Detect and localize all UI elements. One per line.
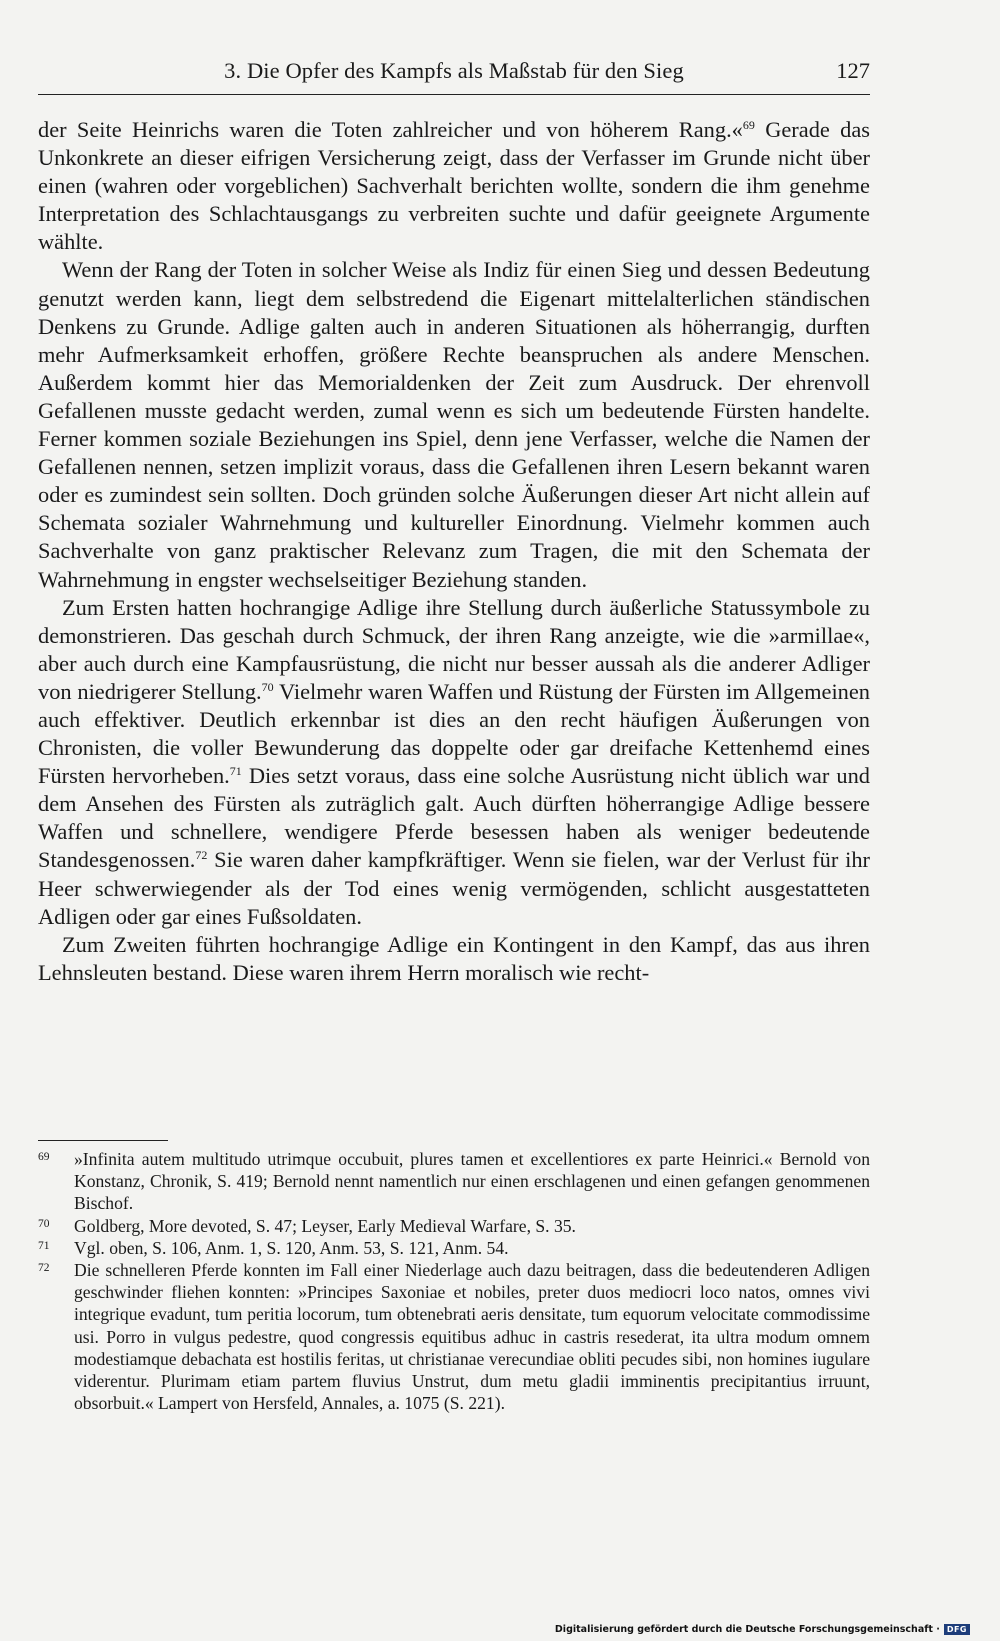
- paragraph: [38, 256, 870, 593]
- footnote-reference[interactable]: 70: [261, 679, 274, 694]
- footnote-text: Goldberg, More devoted, S. 47; Leyser, Early Medieval Warfare, S. 35.: [74, 1215, 576, 1236]
- footnote-number: 72: [38, 1262, 50, 1275]
- footnote: [38, 1148, 870, 1215]
- footnote-number: 69: [38, 1151, 50, 1163]
- text-run: Sie waren daher kampfkräftiger. Wenn sie fielen, war der Verlust für ihr Heer schwerwiegender als der Tod eines wenig vermögenden, schlicht ausgestatteten Adligen oder gar eines Fußsoldaten.: [38, 847, 870, 929]
- footnote-divider: [38, 1140, 168, 1141]
- footnote-reference[interactable]: 72: [195, 848, 208, 863]
- footnotes: [38, 1148, 870, 1414]
- text-run: der Seite Heinrichs waren die Toten zahlreicher und von höherem Rang.«: [38, 117, 743, 142]
- dfg-logo: DFG: [944, 1624, 970, 1635]
- text-run: Zum Zweiten führten hochrangige Adlige ein Kontingent in den Kampf, das aus ihren Lehnsleuten bestand. Diese waren ihrem Herrn moralisch wie recht-: [38, 931, 870, 985]
- footnote: [38, 1237, 870, 1259]
- credit-text: Digitalisierung gefördert durch die Deutsche Forschungsgemeinschaft ·: [554, 1624, 940, 1635]
- text-run: Vielmehr waren Waffen und Rüstung der Fürsten im Allgemeinen auch effektiver. Deutlich erkennbar ist dies an den recht häufigen Äußerungen von Chronisten, die voller Bewunderung das doppelte oder gar dreifache Kettenhemd eines Fürsten hervorheben.: [38, 678, 870, 789]
- main-text: [38, 116, 870, 987]
- running-title: 3. Die Opfer des Kampfs als Maßstab für den Sieg: [224, 58, 684, 83]
- footnote-text: Die schnelleren Pferde konnten im Fall einer Niederlage auch dazu beitragen, dass die bedeutenderen Adligen geschwinder fliehen konnten: »Principes Saxoniae et nobiles, preter duos mediocri loco natos, omnes vivi integrique evadunt, tum peritia locorum, tum obtenebrati aeris densitate, tum equorum velocitate commodissime usi. Porro in vulgus pedestre, quod congressis equitibus adhuc in castris resederat, ita ultra modum omnem modestiamque debachata est hostilis feritas, ut christianae verecundiae obliti pecudes sibi, non homines iugulare viderentur. Plurimam etiam partem fluvius Unstrut, dum metu gladii imminentis precipitantius irruunt, obsorbuit.« Lampert von Hersfeld, Annales, a. 1075 (S. 221).: [74, 1260, 870, 1414]
- footnote-number: 70: [38, 1217, 50, 1230]
- paragraph: [38, 931, 870, 987]
- text-run: Wenn der Rang der Toten in solcher Weise als Indiz für einen Sieg und dessen Bedeutung genutzt werden kann, liegt dem selbstredend die Eigenart mittelalterlichen ständischen Denkens zu Grunde. Adlige galten auch in anderen Situationen als höherrangig, durften mehr Aufmerksamkeit erhoffen, größere Rechte beanspruchen als andere Menschen. Außerdem kommt hier das Memorialdenken der Zeit zum Ausdruck. Der ehrenvoll Gefallenen musste gedacht werden, zumal wenn es sich um bedeutende Fürsten handelte. Ferner kommen soziale Beziehungen ins Spiel, denn jene Verfasser, welche die Namen der Gefallenen nennen, setzen implizit voraus, dass die Gefallenen ihren Lesern bekannt waren oder es zumindest sein sollten. Doch gründen solche Äußerungen dieser Art nicht allein auf Schemata sozialer Wahrnehmung und kultureller Einordnung. Vielmehr kommen auch Sachverhalte von ganz praktischer Relevanz zum Tragen, die mit den Schemata der Wahrnehmung in engster wechselseitiger Beziehung standen.: [38, 257, 870, 592]
- footnote-number: 71: [38, 1239, 50, 1252]
- footnote: [38, 1215, 870, 1237]
- footnote-reference[interactable]: 71: [229, 764, 242, 779]
- footnote: [38, 1259, 870, 1414]
- footnote-reference[interactable]: 69: [742, 118, 755, 132]
- footnote-text: »Infinita autem multitudo utrimque occubuit, plures tamen et excellentiores ex parte Heinrici.« Bernold von Konstanz, Chronik, S. 419; Bernold nennt namentlich nur einen erschlagenen und einen gefangen genommenen Bischof.: [74, 1149, 870, 1214]
- footnote-text: Vgl. oben, S. 106, Anm. 1, S. 120, Anm. 53, S. 121, Anm. 54.: [74, 1237, 509, 1258]
- text-run: Zum Ersten hatten hochrangige Adlige ihre Stellung durch äußerliche Statussymbole zu demonstrieren. Das geschah durch Schmuck, der ihren Rang anzeigte, wie die »armillae«, aber auch durch eine Kampfausrüstung, die nicht nur besser aussah als die anderer Adliger von niedrigerer Stellung.: [38, 594, 870, 704]
- page-number: 127: [836, 58, 870, 83]
- paragraph: [38, 116, 870, 256]
- paragraph: [38, 594, 870, 931]
- text-run: Gerade das Unkonkrete an dieser eifrigen Versicherung zeigt, dass der Verfasser im Grunde nicht über einen (wahren oder vorgeblichen) Sachverhalt berichten wollte, sondern die ihm genehme Interpretation des Schlachtausgangs zu verbreiten suchte und dafür geeignete Argumente wählte.: [38, 117, 870, 255]
- digitization-credit: [555, 1624, 970, 1635]
- page-header: [38, 56, 870, 95]
- text-run: Dies setzt voraus, dass eine solche Ausrüstung nicht üblich war und dem Ansehen des Fürsten als zuträglich galt. Auch dürften höherrangige Adlige bessere Waffen und schnellere, wendigere Pferde besessen haben als weniger bedeutende Standesgenossen.: [38, 763, 870, 873]
